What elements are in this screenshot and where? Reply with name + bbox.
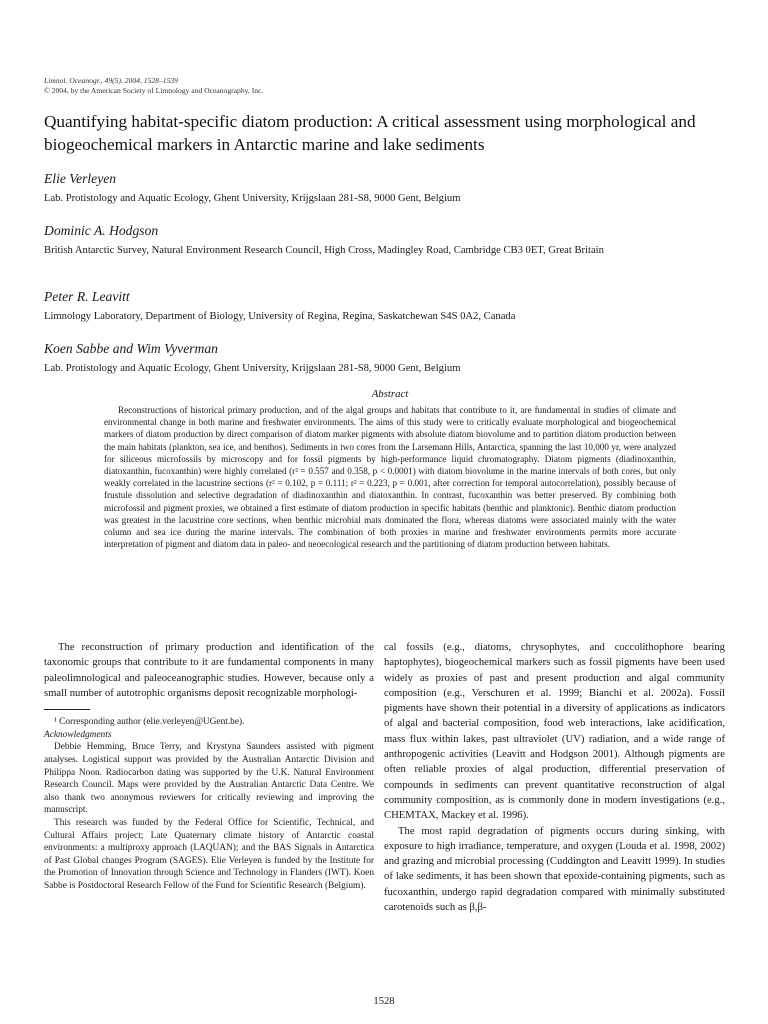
body-column-right <box>384 640 725 915</box>
footnotes <box>44 716 374 892</box>
abstract-heading: Abstract <box>371 388 409 400</box>
author-name: Koen Sabbe and Wim Vyverman <box>44 341 218 356</box>
author-affiliation: British Antarctic Survey, Natural Environment Research Council, High Cross, Madingley Road, Cambridge CB3 0ET, Great Britain <box>44 245 604 256</box>
author-name: Elie Verleyen <box>44 171 117 186</box>
author-block <box>44 288 744 324</box>
author-block <box>44 340 744 376</box>
page-number: 1528 <box>373 996 395 1007</box>
author-affiliation: Lab. Protistology and Aquatic Ecology, Ghent University, Krijgslaan 281-S8, 9000 Gent, Belgium <box>44 363 461 374</box>
author-name: Peter R. Leavitt <box>44 289 130 304</box>
journal-header <box>44 76 263 95</box>
author-block <box>44 170 744 206</box>
footnote-rule <box>44 709 90 710</box>
journal-citation: Limnol. Oceanogr., 49(5), 2004, 1528–1539 <box>44 76 178 85</box>
abstract-text: Reconstructions of historical primary production, and of the algal groups and habitats that contribute to it, are fundamental in studies of climate and environmental change in both marine and freshwater environments. The aims of this study were to critically evaluate morphological and biogeochemical markers of diatom production by direct comparison of diatom marker pigments with absolute diatom biovolume and to partition diatom production between the main habitats (plankton, sea ice, and benthos). Sediments in two cores from the Larsemann Hills, Antarctica, spanning the last 10,000 yr, were analyzed for siliceous microfossils by microscopy and for fossil pigments by high-performance liquid chromatography. Diatom pigments (diadinoxanthin, diatoxanthin, fucoxanthin) were highly correlated (r² = 0.557 and 0.358, p < 0.0001) with diatom biovolume in the marine intervals of both cores, but only weakly correlated in the lacustrine sections (r² = 0.102, p = 0.111; r² = 0.223, p = 0.001, after correction for temporal autocorrelation), possibly because of frustule dissolution and selective degradation of diadinoxanthin and diatoxanthin. In contrast, fucoxanthin was better preserved. By combining both microfossil and pigment proxies, we obtained a first estimate of diatom production in specific habitats (benthic and planktonic). Benthic diatom production was greatest in the lacustrine core sections, when benthic microbial mats dominated the flora, whereas diatoms were associated mainly with the water column and sea ice during the marine intervals. The combination of both proxies in marine and freshwater environments permits more accurate interpretation of pigment and diatom data in paleo- and neoecological research and the partitioning of diatom production between habitats. <box>104 405 676 550</box>
body-column-left <box>44 640 374 893</box>
author-name: Dominic A. Hodgson <box>44 223 159 238</box>
corresponding-author-note: ¹ Corresponding author (elie.verleyen@UGent.be). <box>54 717 245 728</box>
funding-paragraph: This research was funded by the Federal Office for Scientific, Technical, and Cultural Affairs project; Late Quaternary climate history of Antarctic coastal environments: a multiproxy approach (LAQUAN); and the BAS Signals in Antarctica of Past Global changes Program (SAGES). Elie Verleyen is funded by the Institute for the Promotion of Innovation through Science and Technology in Flanders (IWT). Koen Sabbe is Postdoctoral Research Fellow of the Fund for Scientific Research (Belgium). <box>44 817 374 891</box>
acknowledgments-paragraph: Debbie Hemming, Bruce Terry, and Krystyna Saunders assisted with pigment analyses. Logistical support was provided by the Australian Antarctic Division and Philippa Noon. Radiocarbon dating was supported by the U.K. Natural Environment Research Council. Maps were provided by the Australian Antarctic Data Centre. We also thank two anonymous reviewers for critically reviewing and improving the manuscript. <box>44 742 374 816</box>
article-title: Quantifying habitat-specific diatom production: A critical assessment using morphological and biogeochemical markers in Antarctic marine and lake sediments <box>44 112 696 154</box>
abstract-section <box>104 388 676 550</box>
acknowledgments-heading: Acknowledgments <box>44 729 112 740</box>
body-paragraph: The most rapid degradation of pigments occurs during sinking, with exposure to high irradiance, temperature, and oxygen (Louda et al. 1998, 2002) and grazing and microbial processing (Cuddington and Leavitt 1999). In studies of lake sediments, it has been shown that epoxide-containing pigments, such as fucoxanthin, undergo rapid degradation compared with minimally substituted carotenoids such as β,β- <box>384 825 725 914</box>
copyright-line: © 2004, by the American Society of Limnology and Oceanography, Inc. <box>44 85 264 95</box>
author-affiliation: Limnology Laboratory, Department of Biology, University of Regina, Regina, Saskatchewan S4S 0A2, Canada <box>44 311 516 322</box>
intro-paragraph: The reconstruction of primary production and identification of the taxonomic groups that contribute to it are fundamental components in many paleolimnological and paleoceanographic studies. However, because only a small number of autotrophic organisms deposit recognizable morphologi- <box>44 642 374 699</box>
author-affiliation: Lab. Protistology and Aquatic Ecology, Ghent University, Krijgslaan 281-S8, 9000 Gent, Belgium <box>44 193 461 204</box>
author-block <box>44 222 744 258</box>
body-paragraph: cal fossils (e.g., diatoms, chrysophytes, and coccolithophore bearing haptophytes), biogeochemical markers such as fossil pigments have been used widely as proxies of past and present production and algal community composition (e.g., Verschuren et al. 1999; Bianchi et al. 2002a). Fossil pigments have shown their potential in a diversity of applications as indicators of algal and bacterial composition, food web interactions, lake acidification, mass flux within lakes, past ultraviolet (UV) radiation, and a wide range of anthropogenic activities (Leavitt and Hodgson 2001). Although pigments are often reliable proxies of algal production, differential preservation of compounds in sediments can prevent quantitative reconstruction of algal community composition, as is commonly done in modern investigations (e.g., CHEMTAX, Mackey et al. 1996). <box>384 642 725 822</box>
